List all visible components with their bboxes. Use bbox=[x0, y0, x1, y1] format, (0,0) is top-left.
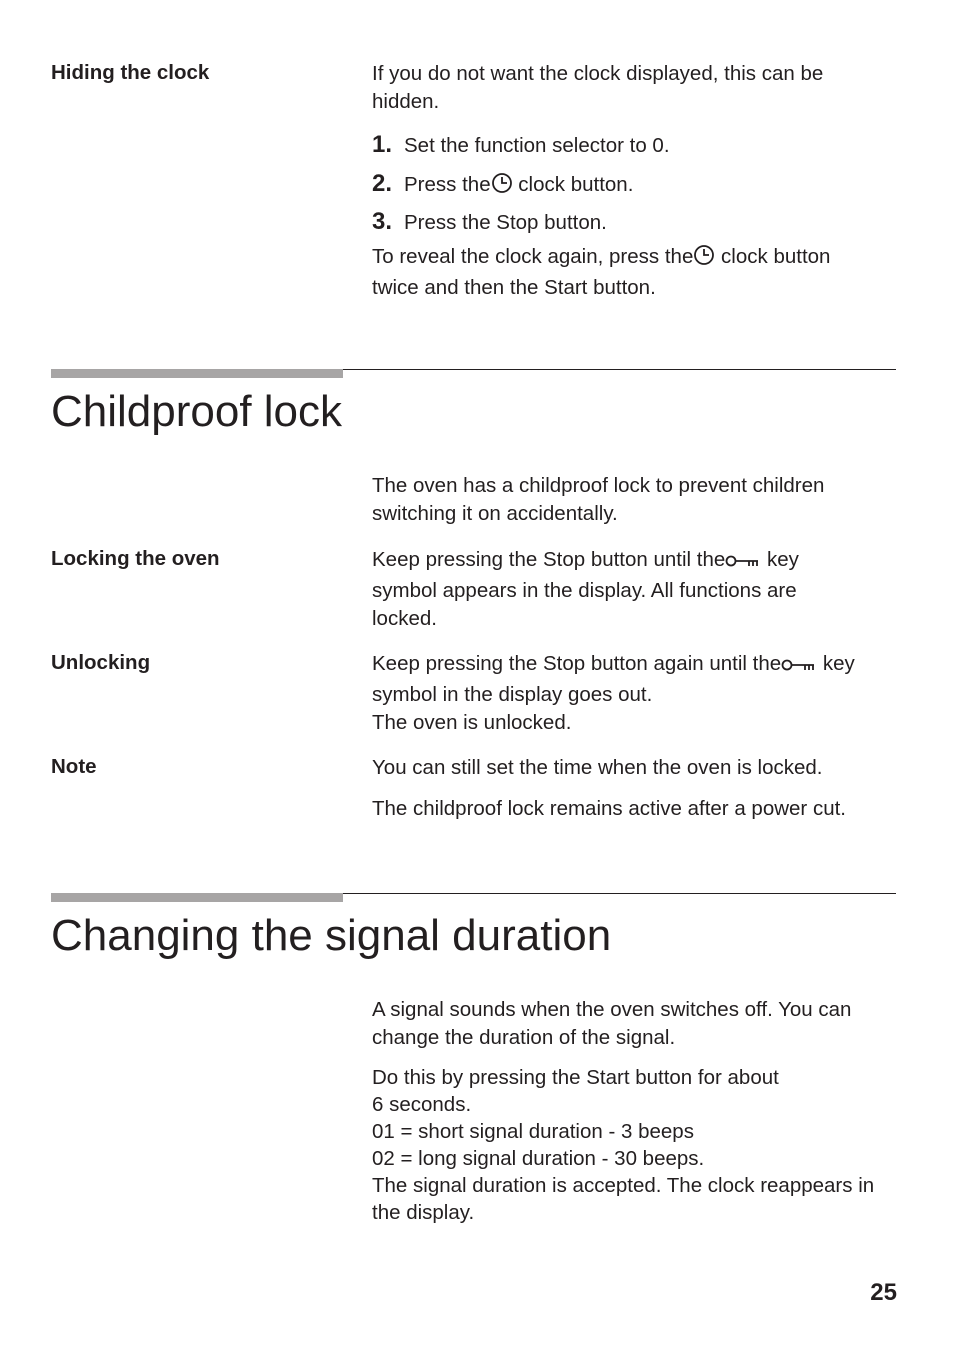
locking-text-before: Keep pressing the Stop button until the bbox=[372, 548, 726, 571]
signal-instr-line: Do this by pressing the Start button for about bbox=[372, 1066, 779, 1089]
unlocking-text bbox=[372, 650, 902, 737]
step-number: 1. bbox=[372, 131, 393, 158]
hiding-clock-intro: If you do not want the clock displayed, this can be hidden. bbox=[372, 62, 824, 113]
clock-icon bbox=[491, 172, 513, 202]
signal-instr-line: 6 seconds. bbox=[372, 1093, 472, 1116]
key-icon bbox=[725, 549, 761, 577]
locking-text bbox=[372, 546, 842, 633]
page-number: 25 bbox=[870, 1279, 897, 1306]
locking-text-after: key symbol appears in the display. All functions are locked. bbox=[372, 548, 799, 630]
clock-icon bbox=[693, 244, 715, 274]
signal-option-02: 02 = long signal duration - 30 beeps. bbox=[372, 1147, 705, 1170]
reveal-clock-text bbox=[372, 243, 882, 302]
unlocking-result: The oven is unlocked. bbox=[372, 711, 572, 734]
note-heading: Note bbox=[51, 755, 97, 778]
signal-title: Changing the signal duration bbox=[51, 911, 612, 960]
childproof-title: Childproof lock bbox=[51, 387, 343, 436]
signal-instructions bbox=[372, 1064, 902, 1226]
section-divider-bar bbox=[51, 893, 343, 902]
reveal-text-after: clock button twice and then the Start button. bbox=[372, 245, 831, 299]
step-2 bbox=[372, 170, 633, 202]
unlocking-text-before: Keep pressing the Stop button again until the bbox=[372, 652, 782, 675]
signal-option-01: 01 = short signal duration - 3 beeps bbox=[372, 1120, 694, 1143]
key-icon bbox=[781, 653, 817, 681]
step-number: 3. bbox=[372, 208, 393, 235]
step-number: 2. bbox=[372, 170, 393, 197]
step-3 bbox=[372, 208, 607, 237]
section-divider-bar bbox=[51, 369, 343, 378]
unlocking-text-after: key symbol in the display goes out. bbox=[372, 652, 855, 706]
step-text: Press the bbox=[404, 173, 491, 196]
hiding-clock-heading: Hiding the clock bbox=[51, 61, 210, 84]
unlocking-heading: Unlocking bbox=[51, 651, 151, 674]
step-text: clock button. bbox=[512, 173, 634, 196]
step-text: Press the Stop button. bbox=[404, 211, 607, 234]
step-text: Set the function selector to 0. bbox=[404, 134, 670, 157]
step-1 bbox=[372, 131, 670, 160]
signal-accepted: The signal duration is accepted. The clock reappears in the display. bbox=[372, 1174, 875, 1224]
note-text-2: The childproof lock remains active after a power cut. bbox=[372, 797, 846, 820]
signal-intro: A signal sounds when the oven switches off. You can change the duration of the signal. bbox=[372, 998, 852, 1049]
reveal-text-before: To reveal the clock again, press the bbox=[372, 245, 694, 268]
note-text-1: You can still set the time when the oven is locked. bbox=[372, 756, 823, 779]
childproof-intro: The oven has a childproof lock to prevent children switching it on accidentally. bbox=[372, 474, 825, 525]
locking-heading: Locking the oven bbox=[51, 547, 220, 570]
